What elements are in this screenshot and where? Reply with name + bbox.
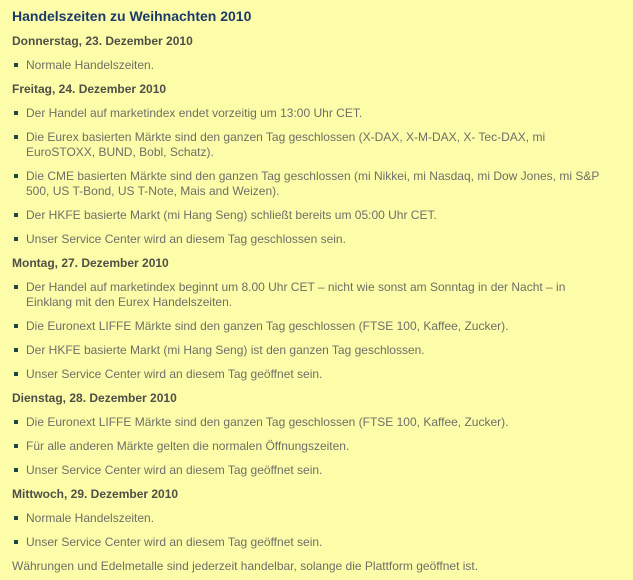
list-item [12,106,608,121]
section-heading: Dienstag, 28. Dezember 2010 [12,391,177,405]
item-list [12,511,608,550]
section-mittwoch [12,487,608,550]
item-list [12,58,608,73]
list-item [12,232,608,247]
square-bullet-icon [14,237,18,241]
list-item [12,535,608,550]
list-item [12,319,608,334]
square-bullet-icon [14,540,18,544]
section-heading: Montag, 27. Dezember 2010 [12,256,169,270]
page-title: Handelszeiten zu Weihnachten 2010 [12,8,252,24]
section-freitag [12,82,608,247]
list-item [12,208,608,223]
item-list [12,106,608,247]
square-bullet-icon [14,444,18,448]
square-bullet-icon [14,63,18,67]
list-item-text: Normale Handelszeiten. [26,58,155,72]
list-item-text: Die Euronext LIFFE Märkte sind den ganzen Tag geschlossen (FTSE 100, Kaffee, Zucker). [26,415,509,429]
square-bullet-icon [14,285,18,289]
list-item [12,280,608,310]
item-list [12,280,608,382]
list-item [12,463,608,478]
square-bullet-icon [14,213,18,217]
footer-note: Währungen und Edelmetalle sind jederzeit handelbar, solange die Plattform geöffnet ist. [12,559,479,573]
section-heading: Mittwoch, 29. Dezember 2010 [12,487,179,501]
list-item [12,367,608,382]
list-item [12,169,608,199]
square-bullet-icon [14,420,18,424]
section-heading: Freitag, 24. Dezember 2010 [12,82,167,96]
list-item-text: Unser Service Center wird an diesem Tag geöffnet sein. [26,367,323,381]
list-item-text: Unser Service Center wird an diesem Tag geschlossen sein. [26,232,346,246]
list-item-text: Für alle anderen Märkte gelten die normalen Öffnungszeiten. [26,439,350,453]
list-item-text: Der Handel auf marketindex endet vorzeitig um 13:00 Uhr CET. [26,106,363,120]
list-item-text: Unser Service Center wird an diesem Tag geöffnet sein. [26,463,323,477]
list-item-text: Normale Handelszeiten. [26,511,155,525]
list-item [12,439,608,454]
list-item-text: Der HKFE basierte Markt (mi Hang Seng) ist den ganzen Tag geschlossen. [26,343,425,357]
list-item-text: Die CME basierten Märkte sind den ganzen Tag geschlossen (mi Nikkei, mi Nasdaq, mi Dow Jones, mi S&P 500, US T-Bond, US T-Note, Mais and Weizen). [26,169,600,198]
square-bullet-icon [14,468,18,472]
section-montag [12,256,608,382]
list-item [12,343,608,358]
square-bullet-icon [14,111,18,115]
square-bullet-icon [14,516,18,520]
square-bullet-icon [14,348,18,352]
list-item-text: Der Handel auf marketindex beginnt um 8.00 Uhr CET – nicht wie sonst am Sonntag in der Nacht – in Einklang mit den Eurex Handelszeiten. [26,280,566,309]
square-bullet-icon [14,174,18,178]
list-item-text: Die Eurex basierten Märkte sind den ganzen Tag geschlossen (X-DAX, X-M-DAX, X- Tec-DAX, mi EuroSTOXX, BUND, Bobl, Schatz). [26,130,546,159]
list-item [12,415,608,430]
list-item [12,511,608,526]
list-item-text: Der HKFE basierte Markt (mi Hang Seng) schließt bereits um 05:00 Uhr CET. [26,208,437,222]
section-donnerstag [12,34,608,73]
square-bullet-icon [14,135,18,139]
square-bullet-icon [14,324,18,328]
square-bullet-icon [14,372,18,376]
list-item-text: Die Euronext LIFFE Märkte sind den ganzen Tag geschlossen (FTSE 100, Kaffee, Zucker). [26,319,509,333]
list-item [12,130,608,160]
list-item-text: Unser Service Center wird an diesem Tag geöffnet sein. [26,535,323,549]
item-list [12,415,608,478]
list-item [12,58,608,73]
section-dienstag [12,391,608,478]
section-heading: Donnerstag, 23. Dezember 2010 [12,34,193,48]
